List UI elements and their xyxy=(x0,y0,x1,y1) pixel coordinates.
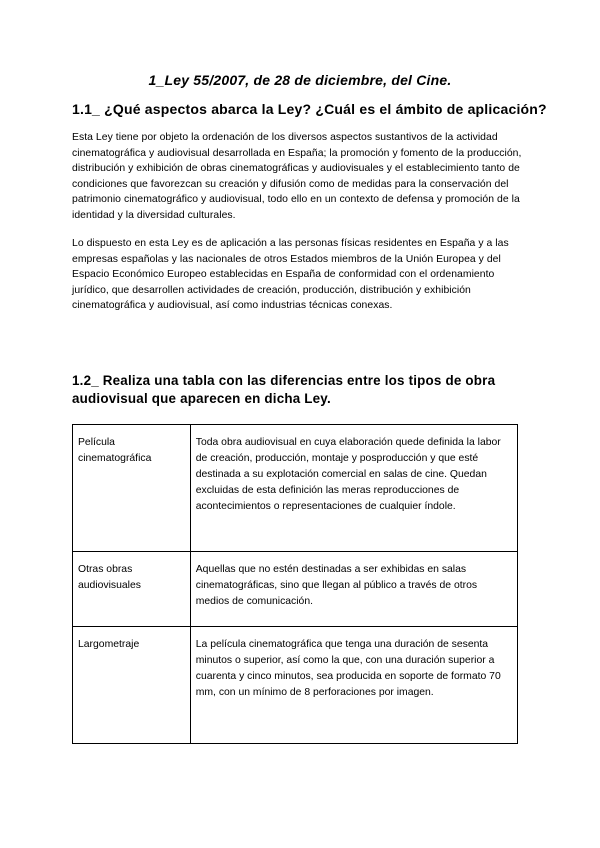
table-cell-term: Película cinematográfica xyxy=(73,425,191,552)
table-cell-term: Largometraje xyxy=(73,627,191,744)
table-row xyxy=(73,425,518,552)
section-1-paragraph-1: Esta Ley tiene por objeto la ordenación de los diversos aspectos sustantivos de la actividad cinematográfica y audiovisual desarrollada en España; la promoción y fomento de la producción, distribución y exhibición de obras cinematográficas y audiovisuales y el establecimiento tanto de condiciones que favorezcan su creación y difusión como de medidas para la conservación del patrimonio cinematográfico y audiovisual, todo ello en un contexto de defensa y promoción de la identidad y la diversidad culturales. xyxy=(72,132,522,221)
section-2-heading: 1.2_ Realiza una tabla con las diferencias entre los tipos de obra audiovisual que aparecen en dicha Ley. xyxy=(72,373,496,406)
section-1-paragraph-2: Lo dispuesto en esta Ley es de aplicación a las personas físicas residentes en España y a las empresas españolas y las nacionales de otros Estados miembros de la Unión Europea y del Espacio Económico Europeo establecidas en España de conformidad con el ordenamiento jurídico, que desarrollen actividades de creación, producción, distribución y exhibición cinematográfica y audiovisual, así como industrias técnicas conexas. xyxy=(72,238,509,312)
table-cell-term: Otras obras audiovisuales xyxy=(73,552,191,627)
table-row xyxy=(73,552,518,627)
table-row xyxy=(73,627,518,744)
section-1-heading: 1.1_ ¿Qué aspectos abarca la Ley? ¿Cuál es el ámbito de aplicación? xyxy=(72,101,547,117)
table-cell-definition: Toda obra audiovisual en cuya elaboración quede definida la labor de creación, producción, montaje y posproducción y que esté destinada a su explotación comercial en salas de cine. Quedan excluidas de esta definición las meras reproducciones de acontecimientos o representaciones de cualquier índole. xyxy=(190,425,517,552)
table-cell-definition: La película cinematográfica que tenga una duración de sesenta minutos o superior, así como la que, con una duración superior a cuarenta y cinco minutos, sea producida en soporte de formato 70 mm, con un mínimo de 8 perforaciones por imagen. xyxy=(190,627,517,744)
table-cell-definition: Aquellas que no estén destinadas a ser exhibidas en salas cinematográficas, sino que llegan al público a través de otros medios de comunicación. xyxy=(190,552,517,627)
document-title: 1_Ley 55/2007, de 28 de diciembre, del Cine. xyxy=(148,72,452,88)
differences-table xyxy=(72,424,518,744)
